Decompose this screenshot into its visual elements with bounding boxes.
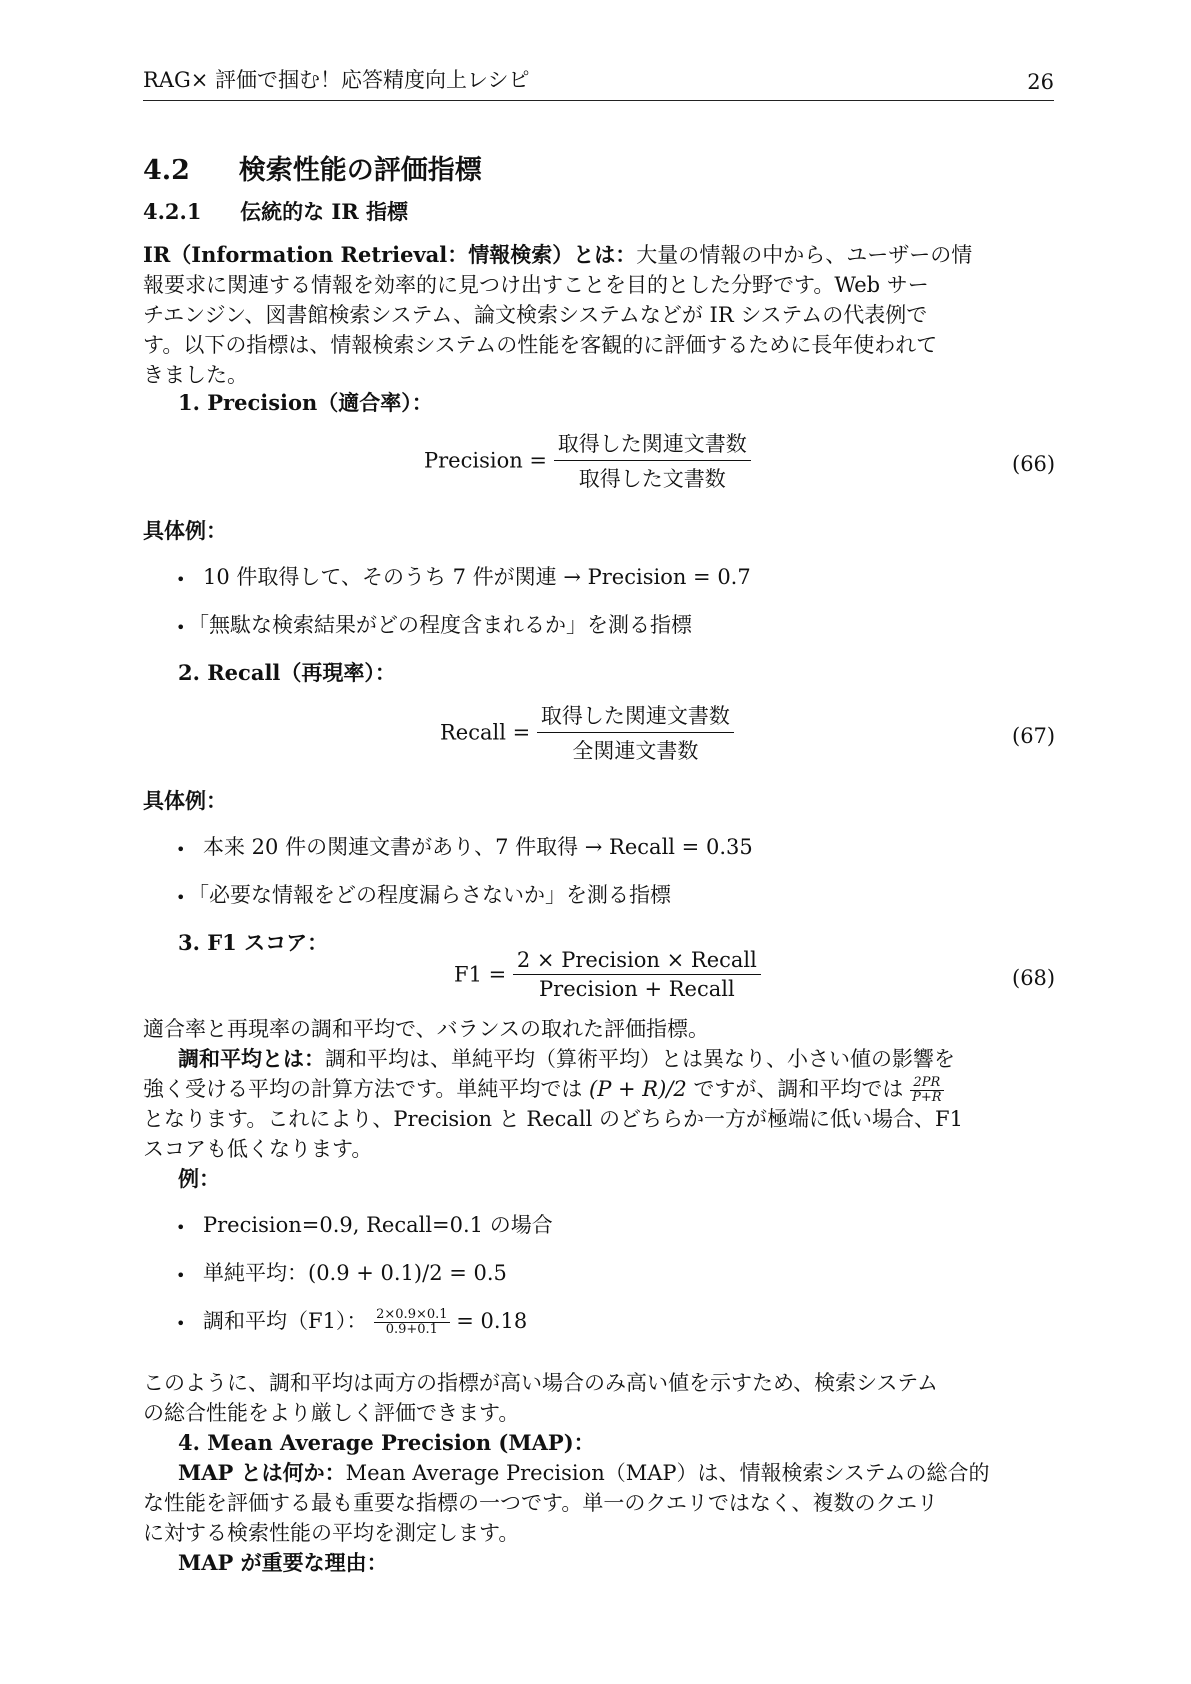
recall-example-label: 具体例： bbox=[143, 788, 227, 813]
subsection-title: 伝統的な IR 指標 bbox=[240, 199, 408, 224]
bullet-icon: • bbox=[176, 1314, 186, 1333]
f1-example-label: 例： bbox=[178, 1166, 220, 1191]
map-why-heading: MAP が重要な理由： bbox=[178, 1550, 388, 1575]
subsection-number: 4.2.1 bbox=[143, 199, 202, 224]
f1-bullet-3: 調和平均（F1）： $\frac{2\times 0.9\times 0.1}{0.9+0.1}$ = 0.18 bbox=[203, 1307, 528, 1337]
header-title: RAG× 評価で掴む！応答精度向上レシピ bbox=[143, 68, 530, 92]
f1-heading: 3. F1 スコア： bbox=[178, 930, 329, 955]
map-line-2: な性能を評価する最も重要な指標の一つです。単一のクエリではなく、複数のクエリ bbox=[143, 1491, 939, 1515]
bullet-icon: • bbox=[176, 618, 186, 637]
precision-bullet-1: 10 件取得して、そのうち 7 件が関連 → Precision = 0.7 bbox=[203, 565, 751, 589]
intro-line-1: IR（Information Retrieval：情報検索）とは：大量の情報の中から、ユーザーの情 bbox=[143, 242, 973, 267]
precision-bullet-2: 「無駄な検索結果がどの程度含まれるか」を測る指標 bbox=[188, 613, 692, 637]
map-lead: MAP とは何か： bbox=[178, 1460, 346, 1485]
bullet-icon: • bbox=[176, 1218, 186, 1237]
harmonic-mean-fraction: $\frac{2PR}{P+R}$ bbox=[912, 1075, 942, 1105]
precision-lhs: Precision = bbox=[424, 448, 548, 473]
bullet-icon: • bbox=[176, 1266, 186, 1285]
f1-numerator: 2 × Precision × Recall bbox=[513, 948, 761, 975]
map-heading: 4. Mean Average Precision (MAP)： bbox=[178, 1430, 595, 1455]
precision-numerator: 取得した関連文書数 bbox=[554, 428, 751, 461]
intro-line-5: きました。 bbox=[143, 363, 248, 387]
f1-fraction bbox=[513, 948, 761, 1001]
intro-line-2: 報要求に関連する情報を効率的に見つけ出すことを目的とした分野です。Web サー bbox=[143, 273, 929, 297]
recall-fraction bbox=[537, 700, 734, 765]
page-number: 26 bbox=[1027, 70, 1054, 94]
bullet-icon: • bbox=[176, 570, 186, 589]
section-title: 検索性能の評価指標 bbox=[238, 155, 482, 186]
simple-mean-expression: (P + R)/2 bbox=[589, 1077, 687, 1101]
f1-equation bbox=[454, 948, 761, 1001]
recall-lhs: Recall = bbox=[440, 720, 531, 745]
intro-line-3: チエンジン、図書館検索システム、論文検索システムなどが IR システムの代表例で bbox=[143, 303, 928, 327]
precision-heading: 1. Precision（適合率）： bbox=[178, 390, 433, 415]
harmonic-line-3: となります。これにより、Precision と Recall のどちらか一方が極端に低い場合、F1 bbox=[143, 1107, 963, 1131]
equation-number-67: (67) bbox=[1012, 724, 1056, 748]
recall-bullet-1: 本来 20 件の関連文書があり、7 件取得 → Recall = 0.35 bbox=[203, 835, 753, 859]
f1-bullet-1: Precision=0.9, Recall=0.1 の場合 bbox=[203, 1213, 553, 1237]
precision-example-label: 具体例： bbox=[143, 518, 227, 543]
f1-description: 適合率と再現率の調和平均で、バランスの取れた評価指標。 bbox=[143, 1017, 709, 1041]
section-number: 4.2 bbox=[143, 155, 190, 186]
running-header bbox=[143, 66, 1054, 101]
f1-denominator: Precision + Recall bbox=[539, 977, 735, 1001]
map-line-1: MAP とは何か：Mean Average Precision（MAP）は、情報検索システムの総合的 bbox=[178, 1460, 990, 1485]
precision-equation bbox=[424, 428, 751, 493]
map-line-3: に対する検索性能の平均を測定します。 bbox=[143, 1521, 520, 1545]
subsection-heading bbox=[143, 196, 408, 226]
recall-bullet-2: 「必要な情報をどの程度漏らさないか」を測る指標 bbox=[188, 883, 671, 907]
section-heading bbox=[143, 148, 482, 187]
equation-number-68: (68) bbox=[1012, 966, 1056, 990]
harmonic-line-1: 調和平均とは：調和平均は、単純平均（算術平均）とは異なり、小さい値の影響を bbox=[178, 1046, 955, 1071]
f1-bullet-2: 単純平均：(0.9 + 0.1)/2 = 0.5 bbox=[203, 1261, 507, 1285]
precision-denominator: 取得した文書数 bbox=[578, 467, 726, 491]
harmonic-line-2: 強く受ける平均の計算方法です。単純平均では (P + R)/2 ですが、調和平均では $\frac{2PR}{P+R}$ bbox=[143, 1075, 942, 1105]
intro-lead: IR（Information Retrieval：情報検索）とは： bbox=[143, 242, 637, 267]
recall-denominator: 全関連文書数 bbox=[572, 739, 699, 763]
bullet-icon: • bbox=[176, 840, 186, 859]
harmonic-line-4: スコアも低くなります。 bbox=[143, 1137, 373, 1161]
bullet-icon: • bbox=[176, 888, 186, 907]
harmonic-lead: 調和平均とは： bbox=[178, 1046, 325, 1071]
f1-lhs: F1 = bbox=[454, 962, 507, 987]
recall-equation bbox=[440, 700, 734, 765]
conclusion-line-2: の総合性能をより厳しく評価できます。 bbox=[143, 1401, 520, 1425]
intro-line-4: す。以下の指標は、情報検索システムの性能を客観的に評価するために長年使われて bbox=[143, 333, 938, 357]
recall-numerator: 取得した関連文書数 bbox=[537, 700, 734, 733]
f1-example-fraction: $\frac{2\times 0.9\times 0.1}{0.9+0.1}$ bbox=[376, 1307, 448, 1337]
precision-fraction bbox=[554, 428, 751, 493]
conclusion-line-1: このように、調和平均は両方の指標が高い場合のみ高い値を示すため、検索システム bbox=[143, 1371, 939, 1395]
equation-number-66: (66) bbox=[1012, 452, 1056, 476]
recall-heading: 2. Recall（再現率）： bbox=[178, 660, 396, 685]
